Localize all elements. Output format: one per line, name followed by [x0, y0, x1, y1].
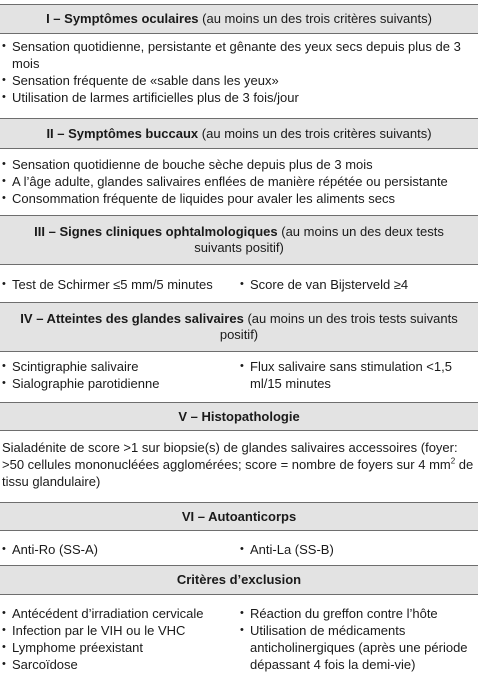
section-title: IV – Atteintes des glandes salivaires [20, 311, 244, 326]
section-title: II – Symptômes buccaux [46, 125, 199, 141]
histopathology-text [0, 439, 478, 490]
list-item: • Sialographie parotidienne [2, 375, 238, 392]
histopathology-text-main: Sialadénite de score >1 sur biopsie(s) de glandes salivaires accessoires (foyer: >50 cellules mononucléées agglomérées; score = nombre de foyers sur 4 mm [2, 440, 458, 472]
list-item: • Sensation quotidienne, persistante et gênante des yeux secs depuis plus de 3 mois [2, 38, 478, 72]
section-header-oral [0, 118, 478, 149]
list-item: • Utilisation de larmes artificielles plus de 3 fois/jour [2, 89, 478, 106]
list-item: • Test de Schirmer ≤5 mm/5 minutes [2, 276, 238, 293]
section-title: V – Histopathologie [178, 408, 300, 424]
list-item: • Sensation quotidienne de bouche sèche depuis plus de 3 mois [2, 156, 478, 173]
list-item: • Antécédent d’irradiation cervicale [2, 605, 238, 622]
list-item: • Anti-La (SS-B) [240, 541, 478, 558]
section-header-ocular [0, 4, 478, 34]
section-header-ophthalmo [0, 215, 478, 265]
section-body-salivary [0, 358, 478, 392]
section-title: III – Signes cliniques ophtalmologiques [34, 224, 278, 239]
section-body-exclusion [0, 605, 478, 673]
section-note: (au moins un des trois critères suivants) [201, 125, 432, 141]
section-title: VI – Autoanticorps [181, 508, 297, 524]
section-title: Critères d’exclusion [176, 572, 302, 587]
list-item: • Flux salivaire sans stimulation <1,5 ml/15 minutes [240, 358, 478, 392]
section-body-histopathology [0, 439, 478, 490]
list-item: • Consommation fréquente de liquides pour avaler les aliments secs [2, 190, 478, 207]
list-item: • Sensation fréquente de «sable dans les yeux» [2, 72, 478, 89]
section-note: (au moins un des trois tests suivants positif) [219, 311, 458, 342]
section-body-ocular [0, 38, 478, 106]
section-note: (au moins un des trois critères suivants) [202, 11, 432, 26]
superscript: 2 [450, 456, 456, 466]
section-body-autoantibodies [0, 541, 478, 558]
section-title: I – Symptômes oculaires [46, 11, 199, 26]
section-body-oral [0, 156, 478, 207]
list-item: • Score de van Bijsterveld ≥4 [240, 276, 478, 293]
list-item: • Lymphome préexistant [2, 639, 238, 656]
section-body-ophthalmo [0, 276, 478, 293]
list-item: • Réaction du greffon contre l’hôte [240, 605, 478, 622]
section-header-salivary [0, 302, 478, 352]
list-item: • A l’âge adulte, glandes salivaires enflées de manière répétée ou persistante [2, 173, 478, 190]
list-item: • Utilisation de médicaments anticholinergiques (après une période dépassant 4 fois la demi-vie) [240, 622, 478, 673]
section-header-histopathology [0, 402, 478, 431]
section-header-exclusion [0, 565, 478, 595]
list-item: • Anti-Ro (SS-A) [2, 541, 238, 558]
histopathology-text-end: de tissu glandulaire) [2, 457, 474, 489]
list-item: • Infection par le VIH ou le VHC [2, 622, 238, 639]
section-note: (au moins un des deux tests suivants positif) [194, 224, 444, 255]
list-item: • Scintigraphie salivaire [2, 358, 238, 375]
list-item: • Sarcoïdose [2, 656, 238, 673]
section-header-autoantibodies [0, 502, 478, 531]
